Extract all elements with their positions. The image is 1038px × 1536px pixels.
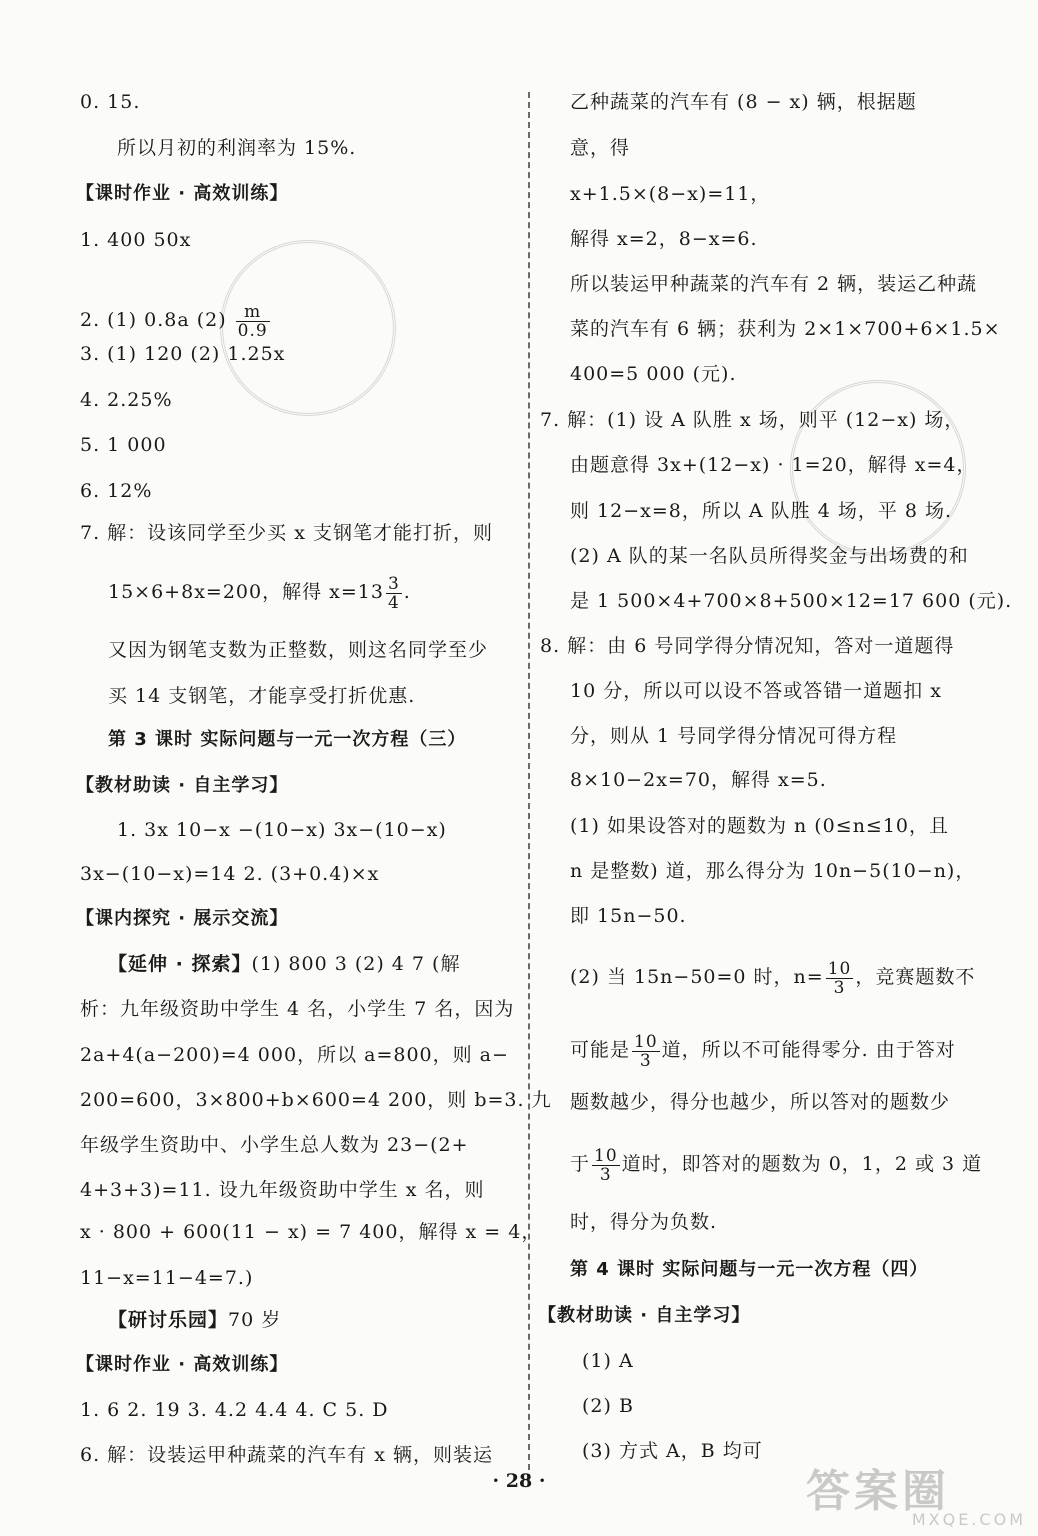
answer-line: 分，则从 1 号同学得分情况可得方程 bbox=[570, 725, 898, 747]
answer-line: 时，得分为负数. bbox=[570, 1211, 718, 1233]
section-header: 【课时作业 · 高效训练】 bbox=[76, 1354, 289, 1375]
fraction: $\frac{m}{0.9}$ bbox=[237, 301, 268, 341]
answer-line: 是 1 500×4+700×8+500×12=17 600 (元). bbox=[570, 590, 1013, 612]
inline-tag: 【延伸 · 探索】 bbox=[108, 953, 252, 975]
watermark-logo: 答案圈 MXQE.COM bbox=[806, 1466, 1026, 1529]
answer-line: 【研讨乐园】70 岁 bbox=[108, 1309, 282, 1331]
answer-line: 所以月初的利润率为 15%. bbox=[117, 137, 357, 159]
section-header: 【教材助读 · 自主学习】 bbox=[76, 775, 289, 796]
page-number: · 28 · bbox=[492, 1470, 546, 1492]
answer-line: 意，得 bbox=[570, 137, 631, 159]
answer-line: 则 12−x=8，所以 A 队胜 4 场，平 8 场. bbox=[570, 500, 953, 522]
answer-line: 8×10−2x=70，解得 x=5. bbox=[570, 769, 827, 791]
answer-line: 7. 解：设该同学至少买 x 支钢笔才能打折，则 bbox=[80, 522, 493, 544]
answer-line: x+1.5×(8−x)=11， bbox=[570, 183, 771, 205]
section-header: 【课内探究 · 展示交流】 bbox=[76, 908, 289, 929]
section-header: 【教材助读 · 自主学习】 bbox=[538, 1305, 751, 1326]
answer-line: 买 14 支钢笔，才能享受打折优惠. bbox=[108, 685, 416, 707]
answer-line: 400=5 000 (元). bbox=[570, 363, 737, 385]
answer-line: 10 分，所以可以设不答或答错一道题扣 x bbox=[570, 680, 942, 702]
answer-line: 15×6+8x=200，解得 x=13 $\frac{3}{4}$ . bbox=[108, 573, 411, 613]
answer-line: 菜的汽车有 6 辆；获利为 2×1×700+6×1.5× bbox=[570, 318, 1001, 340]
answer-line: 2a+4(a−200)=4 000，所以 a=800，则 a− bbox=[80, 1044, 509, 1066]
answer-line: x · 800 + 600(11 − x) = 7 400，解得 x = 4， bbox=[80, 1221, 542, 1243]
answer-line: (2) A 队的某一名队员所得奖金与出场费的和 bbox=[570, 545, 969, 567]
answer-line: 1. 3x 10−x −(10−x) 3x−(10−x) bbox=[117, 819, 447, 841]
answer-line: 5. 1 000 bbox=[80, 434, 167, 456]
answer-line: (1) A bbox=[582, 1350, 634, 1372]
answer-line: 3. (1) 120 (2) 1.25x bbox=[80, 343, 286, 365]
column-divider bbox=[528, 92, 530, 1480]
answer-line: 即 15n−50. bbox=[570, 905, 687, 927]
answer-line: 3x−(10−x)=14 2. (3+0.4)×x bbox=[80, 863, 380, 885]
answer-line: 解得 x=2，8−x=6. bbox=[570, 228, 758, 250]
answer-line: n 是整数) 道，那么得分为 10n−5(10−n)， bbox=[570, 860, 976, 882]
answer-line: 4+3+3)=11. 设九年级资助中学生 x 名，则 bbox=[80, 1179, 485, 1201]
answer-line: 所以装运甲种蔬菜的汽车有 2 辆，装运乙种蔬 bbox=[570, 273, 978, 295]
answer-line: 题数越少，得分也越少，所以答对的题数少 bbox=[570, 1091, 951, 1113]
answer-line: (3) 方式 A，B 均可 bbox=[582, 1440, 763, 1462]
fraction: $\frac{10}{3}$ bbox=[827, 958, 852, 998]
answer-line: 【延伸 · 探索】(1) 800 3 (2) 4 7 (解 bbox=[108, 953, 461, 975]
answer-line: 4. 2.25% bbox=[80, 389, 173, 411]
answer-line: 年级学生资助中、小学生总人数为 23−(2+ bbox=[80, 1134, 469, 1156]
inline-tag: 【研讨乐园】 bbox=[108, 1309, 229, 1331]
answer-line: (1) 如果设答对的题数为 n (0≤n≤10，且 bbox=[570, 815, 950, 837]
answer-line: 200=600，3×800+b×600=4 200，则 b=3. 九 bbox=[80, 1089, 552, 1111]
answer-line: 6. 解：设装运甲种蔬菜的汽车有 x 辆，则装运 bbox=[80, 1444, 493, 1466]
lesson-title: 第 3 课时 实际问题与一元一次方程（三） bbox=[108, 729, 467, 750]
answer-line: 由题意得 3x+(12−x) · 1=20，解得 x=4， bbox=[570, 454, 977, 476]
answer-line: 0. 15. bbox=[80, 91, 141, 113]
section-header: 【课时作业 · 高效训练】 bbox=[76, 183, 289, 204]
answer-line: 7. 解：(1) 设 A 队胜 x 场，则平 (12−x) 场， bbox=[540, 409, 965, 431]
answer-line: 11−x=11−4=7.) bbox=[80, 1267, 254, 1289]
answer-line: 析：九年级资助中学生 4 名，小学生 7 名，因为 bbox=[80, 998, 515, 1020]
fraction: $\frac{10}{3}$ bbox=[594, 1145, 618, 1185]
answer-line: 于 $\frac{10}{3}$ 道时，即答对的题数为 0，1，2 或 3 道 bbox=[570, 1145, 983, 1185]
answer-line: 2. (1) 0.8a (2) $\frac{m}{0.9}$ bbox=[80, 301, 268, 341]
answer-line: 1. 400 50x bbox=[80, 229, 192, 251]
answer-line: (2) B bbox=[582, 1395, 634, 1417]
fraction: $\frac{3}{4}$ bbox=[387, 573, 400, 613]
answer-line: 可能是 $\frac{10}{3}$ 道，所以不可能得零分. 由于答对 bbox=[570, 1031, 956, 1071]
fraction: $\frac{10}{3}$ bbox=[634, 1031, 658, 1071]
lesson-title: 第 4 课时 实际问题与一元一次方程（四） bbox=[570, 1259, 929, 1280]
answer-line: 乙种蔬菜的汽车有 (8 − x) 辆，根据题 bbox=[570, 91, 917, 113]
answer-line: (2) 当 15n−50=0 时，n= $\frac{10}{3}$ ，竞赛题数不 bbox=[570, 958, 976, 998]
answer-line: 1. 6 2. 19 3. 4.2 4.4 4. C 5. D bbox=[80, 1399, 389, 1421]
answer-line: 8. 解：由 6 号同学得分情况知，答对一道题得 bbox=[540, 635, 955, 657]
answer-line: 又因为钢笔支数为正整数，则这名同学至少 bbox=[108, 639, 489, 661]
answer-line: 6. 12% bbox=[80, 480, 153, 502]
